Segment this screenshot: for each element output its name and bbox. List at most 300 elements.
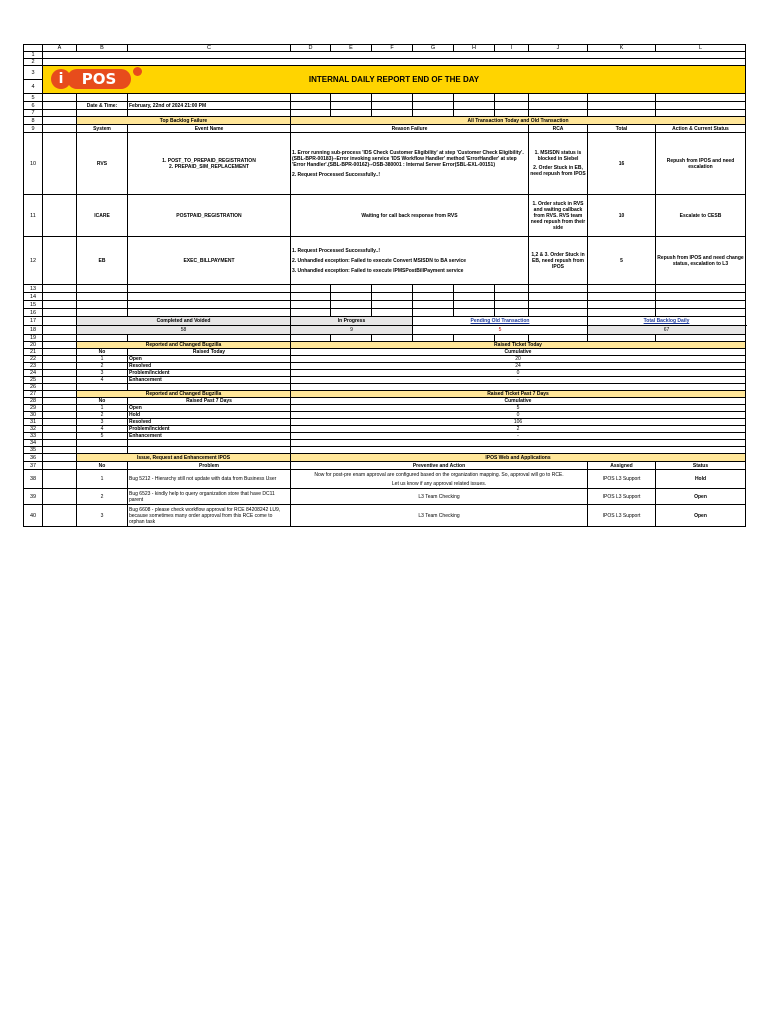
empty-cell[interactable]	[43, 326, 77, 335]
empty-cell[interactable]	[588, 293, 656, 301]
reason-line: 2. Request Processed Successfully..!	[292, 171, 381, 178]
empty-cell[interactable]	[43, 470, 77, 489]
empty-cell[interactable]	[128, 94, 291, 102]
empty-cell[interactable]	[291, 110, 331, 117]
empty-cell[interactable]	[588, 285, 656, 293]
empty-cell[interactable]	[413, 301, 454, 309]
table-row	[24, 505, 746, 527]
empty-cell[interactable]	[43, 447, 77, 454]
empty-cell[interactable]	[43, 195, 77, 237]
empty-cell[interactable]	[291, 94, 331, 102]
col-preventive-header[interactable]: Preventive and Action	[291, 462, 588, 470]
empty-cell[interactable]	[291, 447, 746, 454]
row-number: 28	[24, 398, 43, 405]
empty-cell[interactable]	[43, 133, 77, 195]
empty-cell[interactable]	[43, 489, 77, 505]
empty-cell[interactable]	[128, 447, 291, 454]
empty-cell[interactable]	[331, 110, 372, 117]
no-cell[interactable]: 2	[77, 363, 128, 370]
row-number: 24	[24, 370, 43, 377]
problem-cell[interactable]: Bug 6608 - please check workflow approval for RCE 84208242 LU9, because sometimes many order approval from this RCE come to orphan task	[128, 505, 291, 527]
empty-cell[interactable]	[413, 293, 454, 301]
row-number: 39	[24, 489, 43, 505]
empty-cell[interactable]	[291, 335, 331, 342]
table-row	[24, 433, 746, 440]
total-cell[interactable]: 10	[588, 195, 656, 237]
col-header-j[interactable]: J	[529, 45, 588, 52]
empty-cell[interactable]	[331, 301, 372, 309]
row-number: 40	[24, 505, 43, 527]
cumulative-cell[interactable]: 2	[291, 426, 746, 433]
top-backlog-header[interactable]: Top Backlog Failure	[77, 117, 291, 125]
empty-cell[interactable]	[43, 349, 77, 356]
empty-cell[interactable]	[372, 335, 413, 342]
empty-cell[interactable]	[128, 309, 291, 317]
backlog-row	[24, 237, 746, 285]
total-backlog-daily-link[interactable]: Total Backlog Daily	[588, 317, 746, 326]
cumulative-cell[interactable]: 5	[291, 405, 746, 412]
empty-cell[interactable]	[43, 102, 77, 110]
total-cell[interactable]: 5	[588, 237, 656, 285]
empty-cell[interactable]	[43, 117, 77, 125]
logo-pos-pill: POS	[67, 69, 131, 89]
no-cell[interactable]: 3	[77, 505, 128, 527]
pending-old-transaction-link[interactable]: Pending Old Transaction	[413, 317, 588, 326]
ipos-web-header[interactable]: IPOS Web and Applications	[291, 454, 746, 462]
row-number: 6	[24, 102, 43, 110]
empty-cell[interactable]	[128, 335, 291, 342]
empty-cell[interactable]	[43, 335, 77, 342]
empty-cell[interactable]	[413, 110, 454, 117]
spreadsheet	[23, 44, 745, 527]
empty-cell[interactable]	[43, 454, 77, 462]
col-action-header[interactable]: Action & Current Status	[656, 125, 746, 133]
col-header-d[interactable]: D	[291, 45, 331, 52]
empty-cell[interactable]	[656, 102, 746, 110]
empty-cell[interactable]	[529, 94, 588, 102]
status-cell[interactable]: Resolved	[128, 419, 291, 426]
status-cell[interactable]: Open	[656, 489, 746, 505]
system-cell[interactable]: RVS	[77, 133, 128, 195]
row-number: 19	[24, 335, 43, 342]
cumulative-cell[interactable]: 0	[291, 370, 746, 377]
status-cell[interactable]: Open	[656, 505, 746, 527]
empty-cell[interactable]	[77, 384, 128, 391]
empty-cell[interactable]	[128, 301, 291, 309]
col-header-g[interactable]: G	[413, 45, 454, 52]
empty-cell[interactable]	[43, 293, 77, 301]
empty-cell[interactable]	[454, 301, 495, 309]
empty-cell[interactable]	[291, 285, 331, 293]
empty-cell[interactable]	[495, 309, 529, 317]
cumulative-header[interactable]: Cumulative	[291, 349, 746, 356]
table-row	[24, 470, 746, 489]
no-cell[interactable]: 2	[77, 489, 128, 505]
empty-cell[interactable]	[43, 462, 77, 470]
empty-cell[interactable]	[495, 335, 529, 342]
total-cell[interactable]: 16	[588, 133, 656, 195]
table-row	[24, 489, 746, 505]
table-row	[24, 419, 746, 426]
status-cell[interactable]: Hold	[128, 412, 291, 419]
reason-cell[interactable]: Waiting for call back response from RVS	[291, 195, 529, 237]
status-cell[interactable]: Problem/Incident	[128, 370, 291, 377]
empty-cell[interactable]	[43, 419, 77, 426]
status-cell[interactable]: Resolved	[128, 363, 291, 370]
cumulative-cell[interactable]: 20	[291, 356, 746, 363]
row-number: 17	[24, 317, 43, 326]
empty-cell[interactable]	[656, 309, 746, 317]
col-header-h[interactable]: H	[454, 45, 495, 52]
empty-cell[interactable]	[43, 426, 77, 433]
table-row	[24, 363, 746, 370]
cumulative-cell[interactable]: -	[291, 433, 746, 440]
empty-cell[interactable]	[588, 309, 656, 317]
empty-cell[interactable]	[413, 309, 454, 317]
col-header-l[interactable]: L	[656, 45, 746, 52]
empty-cell[interactable]	[372, 309, 413, 317]
rca-cell[interactable]: 1. Order stuck in RVS and waiting callback from RVS. RVS team need repush from their side	[529, 195, 588, 237]
empty-cell[interactable]	[128, 110, 291, 117]
empty-cell[interactable]	[372, 293, 413, 301]
status-cell[interactable]: Hold	[656, 470, 746, 489]
empty-cell[interactable]	[77, 335, 128, 342]
row-number: 14	[24, 293, 43, 301]
rca-cell[interactable]: 1,2 & 3. Order Stuck in EB, need repush from IPOS	[529, 237, 588, 285]
empty-cell[interactable]	[128, 293, 291, 301]
col-no-header[interactable]: No	[77, 398, 128, 405]
rca-line: 1. MSISDN status is blocked in Siebel	[534, 150, 582, 162]
reason-line: 1. Error running sub-process 'IDS Check Customer Eligibility' at step 'Customer Check Eligibility'.(SBL-BPR-00183)--Error invoking service 'IDS Workflow Handler' method 'ErrorHandler' at step 'Error Handler'.(SBL-BPR-00162)--OSB-380001 : Internal Server Error(SBL-EXL-00151)	[292, 149, 524, 168]
no-cell[interactable]: 1	[77, 356, 128, 363]
reason-cell[interactable]	[291, 237, 529, 285]
empty-cell[interactable]	[454, 293, 495, 301]
empty-cell[interactable]	[43, 505, 77, 527]
row-number: 5	[24, 94, 43, 102]
row-number: 3	[24, 66, 43, 80]
empty-cell[interactable]	[331, 309, 372, 317]
empty-cell[interactable]	[128, 285, 291, 293]
empty-cell[interactable]	[495, 110, 529, 117]
raised-7days-header[interactable]: Raised Past 7 Days	[128, 398, 291, 405]
rca-cell[interactable]	[529, 133, 588, 195]
empty-cell[interactable]	[495, 102, 529, 110]
row-number: 36	[24, 454, 43, 462]
inprogress-value[interactable]: 9	[291, 326, 413, 335]
completed-value[interactable]: 58	[77, 326, 291, 335]
no-cell[interactable]: 1	[77, 405, 128, 412]
col-assigned-header[interactable]: Assigned	[588, 462, 656, 470]
action-cell[interactable]: Repush from IPOS and need change status, escalation to L3	[656, 237, 746, 285]
col-header-a[interactable]: A	[43, 45, 77, 52]
col-event-header[interactable]: Event Name	[128, 125, 291, 133]
cumulative-cell[interactable]: -	[291, 377, 746, 384]
row-number: 18	[24, 326, 43, 335]
no-cell[interactable]: 1	[77, 470, 128, 489]
reason-cell[interactable]	[291, 133, 529, 195]
empty-cell[interactable]	[413, 102, 454, 110]
col-header-k[interactable]: K	[588, 45, 656, 52]
reason-line: 2. Unhandled exception: Failed to execute Convert MSISDN to BA service	[292, 257, 467, 264]
empty-cell[interactable]	[43, 440, 77, 447]
assigned-cell[interactable]: IPOS L3 Support	[588, 505, 656, 527]
empty-cell[interactable]	[529, 293, 588, 301]
event-line: 2. PREPAID_SIM_REPLACEMENT	[169, 163, 249, 170]
empty-cell[interactable]	[372, 285, 413, 293]
col-status-header[interactable]: Status	[656, 462, 746, 470]
empty-cell[interactable]	[454, 94, 495, 102]
empty-cell[interactable]	[372, 102, 413, 110]
empty-cell[interactable]	[588, 110, 656, 117]
empty-cell[interactable]	[291, 384, 746, 391]
empty-cell[interactable]	[43, 125, 77, 133]
rca-line: 2. Order Stuck in EB, need repush from IPOS	[530, 165, 586, 177]
empty-cell[interactable]	[291, 301, 331, 309]
empty-cell[interactable]	[43, 52, 746, 59]
col-no-header[interactable]: No	[77, 462, 128, 470]
col-total-header[interactable]: Total	[588, 125, 656, 133]
row-number: 16	[24, 309, 43, 317]
empty-cell[interactable]	[291, 309, 331, 317]
empty-cell[interactable]	[495, 94, 529, 102]
col-reason-header[interactable]: Reason Failure	[291, 125, 529, 133]
no-cell[interactable]: 3	[77, 370, 128, 377]
empty-cell[interactable]	[529, 102, 588, 110]
cumulative-cell[interactable]: 24	[291, 363, 746, 370]
empty-cell[interactable]	[77, 301, 128, 309]
empty-cell[interactable]	[656, 293, 746, 301]
empty-cell[interactable]	[43, 370, 77, 377]
assigned-cell[interactable]: IPOS L3 Support	[588, 489, 656, 505]
action-cell[interactable]: L3 Team Checking	[291, 489, 588, 505]
empty-cell[interactable]	[128, 384, 291, 391]
event-cell[interactable]: POSTPAID_REGISTRATION	[128, 195, 291, 237]
status-cell[interactable]: Open	[128, 356, 291, 363]
empty-cell[interactable]	[656, 110, 746, 117]
all-transaction-header[interactable]: All Transaction Today and Old Transaction	[291, 117, 746, 125]
bugzilla-today-header[interactable]: Reported and Changed Bugzilla	[77, 342, 291, 349]
empty-cell[interactable]	[454, 102, 495, 110]
empty-cell[interactable]	[588, 301, 656, 309]
empty-cell[interactable]	[495, 301, 529, 309]
row-number: 29	[24, 405, 43, 412]
backlog-value[interactable]: 67	[588, 326, 746, 335]
col-rca-header[interactable]: RCA	[529, 125, 588, 133]
action-line: Let us know if any approval related issues.	[391, 480, 487, 487]
empty-cell[interactable]	[529, 301, 588, 309]
empty-cell[interactable]	[454, 309, 495, 317]
empty-cell[interactable]	[454, 335, 495, 342]
event-line: 1. POST_TO_PREPAID_REGISTRATION	[162, 157, 256, 164]
row-number: 26	[24, 384, 43, 391]
system-cell[interactable]: EB	[77, 237, 128, 285]
raised-ticket-7days-header[interactable]: Raised Ticket Past 7 Days	[291, 391, 746, 398]
empty-cell[interactable]	[454, 110, 495, 117]
empty-cell[interactable]	[43, 59, 746, 66]
corner-cell[interactable]	[24, 45, 43, 52]
reason-line: 3. Unhandled exception: Failed to execute IPMSPostBillPayment service	[292, 267, 464, 274]
problem-cell[interactable]: Bug 5212 - Hierarchy still not update with data from Business User	[128, 470, 291, 489]
empty-cell[interactable]	[454, 285, 495, 293]
empty-cell[interactable]	[43, 433, 77, 440]
empty-cell[interactable]	[529, 309, 588, 317]
no-cell[interactable]: 4	[77, 377, 128, 384]
reason-line: 1. Request Processed Successfully..!	[292, 247, 381, 254]
row-number: 21	[24, 349, 43, 356]
action-cell[interactable]: Repush from IPOS and need escalation	[656, 133, 746, 195]
event-cell[interactable]	[128, 133, 291, 195]
table-row	[24, 370, 746, 377]
empty-cell[interactable]	[128, 440, 291, 447]
row-number: 2	[24, 59, 43, 66]
row-number: 20	[24, 342, 43, 349]
col-system-header[interactable]: System	[77, 125, 128, 133]
empty-cell[interactable]	[656, 94, 746, 102]
empty-cell[interactable]	[43, 94, 77, 102]
empty-cell[interactable]	[331, 94, 372, 102]
empty-cell[interactable]	[43, 377, 77, 384]
system-cell[interactable]: ICARE	[77, 195, 128, 237]
report-banner	[43, 66, 746, 94]
raised-today-header[interactable]: Raised Today	[128, 349, 291, 356]
inprogress-label[interactable]: In Progress	[291, 317, 413, 326]
empty-cell[interactable]	[529, 335, 588, 342]
empty-cell[interactable]	[413, 94, 454, 102]
empty-cell[interactable]	[495, 293, 529, 301]
empty-cell[interactable]	[43, 237, 77, 285]
date-value[interactable]: February, 22nd of 2024 21:00 PM	[128, 102, 291, 110]
empty-cell[interactable]	[43, 309, 77, 317]
empty-cell[interactable]	[43, 356, 77, 363]
empty-cell[interactable]	[291, 440, 746, 447]
empty-cell[interactable]	[588, 335, 656, 342]
action-cell[interactable]: Escalate to CESB	[656, 195, 746, 237]
empty-cell[interactable]	[656, 285, 746, 293]
empty-cell[interactable]	[77, 447, 128, 454]
empty-cell[interactable]	[43, 342, 77, 349]
empty-cell[interactable]	[529, 285, 588, 293]
col-header-c[interactable]: C	[128, 45, 291, 52]
col-header-i[interactable]: I	[495, 45, 529, 52]
no-cell[interactable]: 2	[77, 412, 128, 419]
row-number: 31	[24, 419, 43, 426]
cumulative-cell[interactable]: 0	[291, 412, 746, 419]
issues-header[interactable]: Issue, Request and Enhancement IPOS	[77, 454, 291, 462]
col-problem-header[interactable]: Problem	[128, 462, 291, 470]
assigned-cell[interactable]: IPOS L3 Support	[588, 470, 656, 489]
empty-cell[interactable]	[77, 285, 128, 293]
col-header-e[interactable]: E	[331, 45, 372, 52]
empty-cell[interactable]	[43, 301, 77, 309]
empty-cell[interactable]	[413, 285, 454, 293]
status-cell[interactable]: Open	[128, 405, 291, 412]
empty-cell[interactable]	[372, 301, 413, 309]
empty-cell[interactable]	[656, 335, 746, 342]
row-number: 1	[24, 52, 43, 59]
completed-label[interactable]: Completed and Voided	[77, 317, 291, 326]
col-header-f[interactable]: F	[372, 45, 413, 52]
event-cell[interactable]: EXEC_BILLPAYMENT	[128, 237, 291, 285]
empty-cell[interactable]	[588, 102, 656, 110]
status-cell[interactable]: Enhancement	[128, 377, 291, 384]
empty-cell[interactable]	[43, 317, 77, 326]
empty-cell[interactable]	[43, 110, 77, 117]
logo-dot	[133, 67, 142, 76]
row-number: 11	[24, 195, 43, 237]
report-title: INTERNAL DAILY REPORT END OF THE DAY	[308, 74, 480, 84]
empty-cell[interactable]	[291, 293, 331, 301]
pending-value[interactable]: 5	[413, 326, 588, 335]
row-number: 13	[24, 285, 43, 293]
cumulative-cell[interactable]: 106	[291, 419, 746, 426]
table-row	[24, 377, 746, 384]
row-number: 22	[24, 356, 43, 363]
empty-cell[interactable]	[43, 405, 77, 412]
empty-cell[interactable]	[43, 391, 77, 398]
action-cell[interactable]	[291, 470, 588, 489]
status-cell[interactable]: Enhancement	[128, 433, 291, 440]
empty-cell[interactable]	[413, 335, 454, 342]
action-cell[interactable]: L3 Team Checking	[291, 505, 588, 527]
table-row	[24, 426, 746, 433]
row-number: 37	[24, 462, 43, 470]
empty-cell[interactable]	[43, 384, 77, 391]
report-table	[23, 44, 746, 527]
empty-cell[interactable]	[77, 110, 128, 117]
empty-cell[interactable]	[331, 102, 372, 110]
row-number: 27	[24, 391, 43, 398]
empty-cell[interactable]	[43, 285, 77, 293]
empty-cell[interactable]	[77, 309, 128, 317]
empty-cell[interactable]	[372, 110, 413, 117]
empty-cell[interactable]	[372, 94, 413, 102]
col-header-b[interactable]: B	[77, 45, 128, 52]
no-cell[interactable]: 3	[77, 419, 128, 426]
empty-cell[interactable]	[291, 102, 331, 110]
empty-cell[interactable]	[77, 94, 128, 102]
empty-cell[interactable]	[43, 363, 77, 370]
backlog-row	[24, 133, 746, 195]
backlog-row	[24, 195, 746, 237]
bugzilla-7days-header[interactable]: Reported and Changed Bugzilla	[77, 391, 291, 398]
empty-cell[interactable]	[77, 293, 128, 301]
empty-cell[interactable]	[529, 110, 588, 117]
problem-cell[interactable]: Bug 6523 - kindly help to query organization store that have DC11 parent	[128, 489, 291, 505]
row-number: 10	[24, 133, 43, 195]
empty-cell[interactable]	[588, 94, 656, 102]
row-number: 23	[24, 363, 43, 370]
row-number: 8	[24, 117, 43, 125]
table-row	[24, 412, 746, 419]
col-no-header[interactable]: No	[77, 349, 128, 356]
raised-ticket-today-header[interactable]: Raised Ticket Today	[291, 342, 746, 349]
no-cell[interactable]: 5	[77, 433, 128, 440]
date-label[interactable]: Date & Time:	[77, 102, 128, 110]
empty-cell[interactable]	[331, 293, 372, 301]
empty-cell[interactable]	[43, 412, 77, 419]
no-cell[interactable]: 4	[77, 426, 128, 433]
ipos-logo	[51, 67, 139, 89]
empty-cell[interactable]	[331, 335, 372, 342]
empty-cell[interactable]	[495, 285, 529, 293]
status-cell[interactable]: Problem/Incident	[128, 426, 291, 433]
empty-cell[interactable]	[43, 398, 77, 405]
empty-cell[interactable]	[331, 285, 372, 293]
row-number: 7	[24, 110, 43, 117]
cumulative-header[interactable]: Cumulative	[291, 398, 746, 405]
empty-cell[interactable]	[77, 440, 128, 447]
empty-cell[interactable]	[656, 301, 746, 309]
